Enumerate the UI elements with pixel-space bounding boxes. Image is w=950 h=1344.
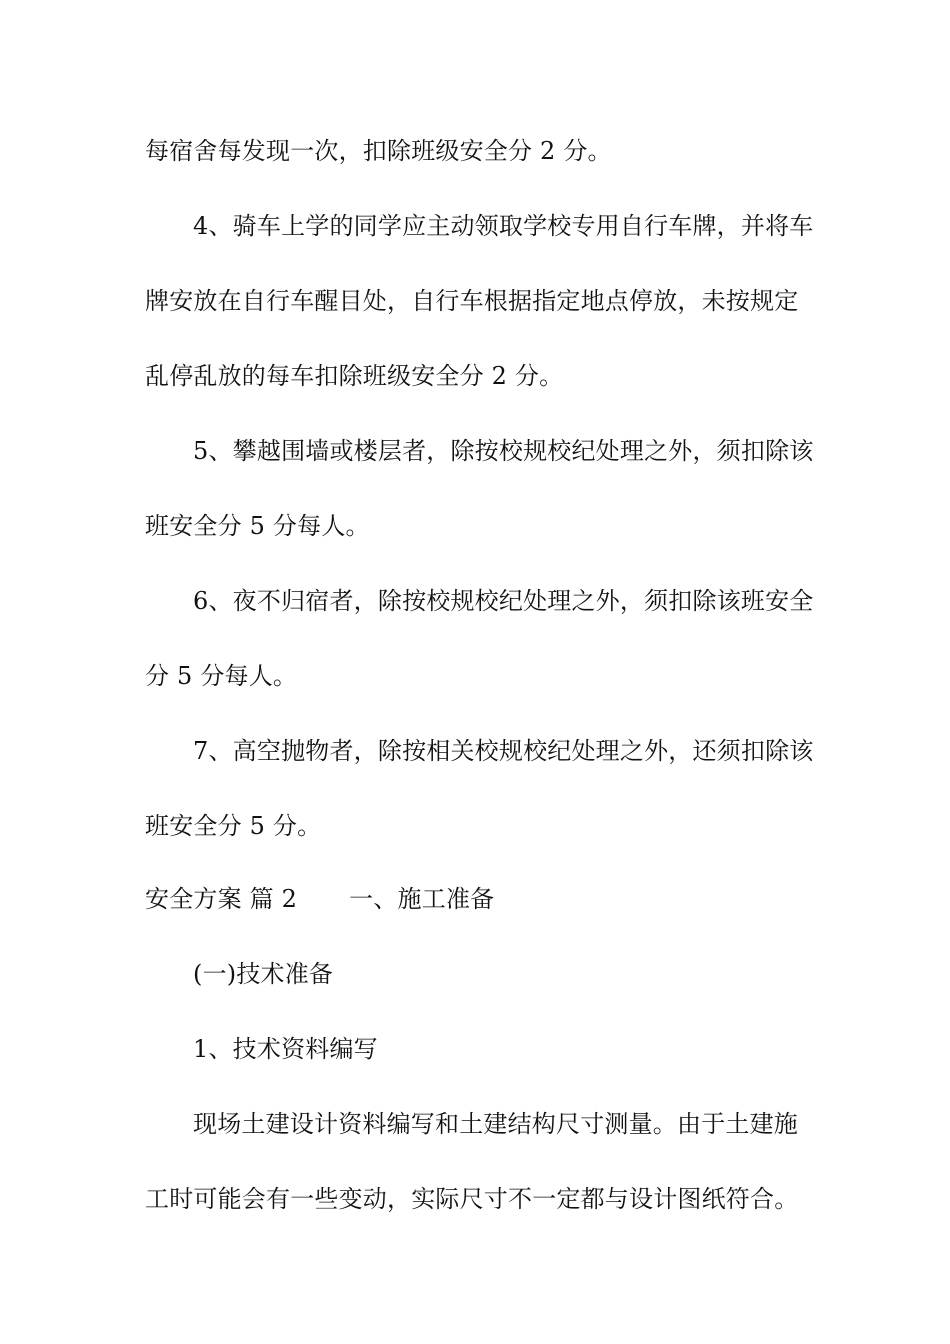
paragraph-line: 乱停乱放的每车扣除班级安全分 2 分。 [145,362,564,390]
paragraph-line: 分 5 分每人。 [145,662,298,690]
paragraph-line: 现场土建设计资料编写和土建结构尺寸测量。由于土建施 [193,1110,798,1138]
paragraph-line: 6、夜不归宿者，除按校规校纪处理之外，须扣除该班安全 [193,587,814,615]
paragraph-line: 7、高空抛物者，除按相关校规校纪处理之外，还须扣除该 [193,737,814,765]
subsection-heading: (一)技术准备 [193,960,334,988]
paragraph-line: 工时可能会有一些变动，实际尺寸不一定都与设计图纸符合。 [145,1185,799,1213]
paragraph-line: 班安全分 5 分每人。 [145,512,370,540]
paragraph-line: 每宿舍每发现一次，扣除班级安全分 2 分。 [145,137,612,165]
section-heading [145,884,494,914]
section-title: 安全方案 篇 2 [145,885,298,913]
paragraph-line: 4、骑车上学的同学应主动领取学校专用自行车牌，并将车 [193,212,814,240]
subsection-heading: 1、技术资料编写 [193,1035,378,1063]
paragraph-line: 班安全分 5 分。 [145,812,322,840]
paragraph-line: 5、攀越围墙或楼层者，除按校规校纪处理之外，须扣除该 [193,437,814,465]
paragraph-line: 牌安放在自行车醒目处，自行车根据指定地点停放，未按规定 [145,287,799,315]
section-subtitle: 一、施工准备 [349,885,495,913]
